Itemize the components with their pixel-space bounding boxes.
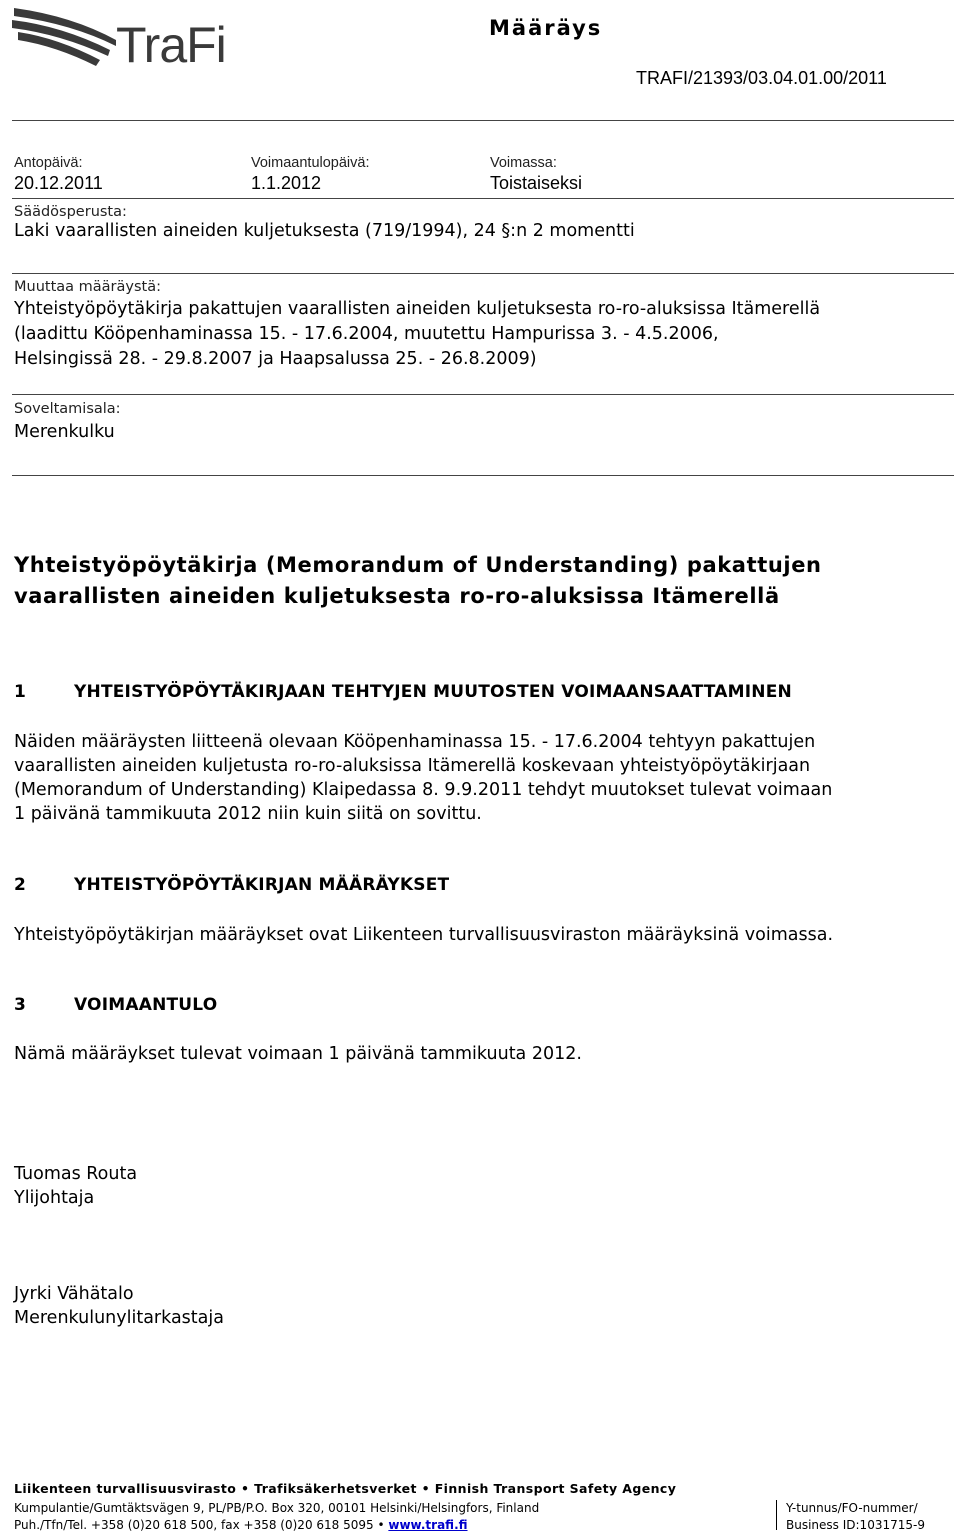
section-3-line-1: Nämä määräykset tulevat voimaan 1 päivänä tammikuuta 2012.	[14, 1044, 582, 1064]
muuttaa-line-2: (laadittu Kööpenhaminassa 15. - 17.6.2004, muutettu Hampurissa 3. - 4.5.2006,	[14, 324, 719, 344]
business-id-label: Y-tunnus/FO-nummer/	[786, 1501, 918, 1515]
antopaiva-label: Antopäivä:	[14, 155, 83, 171]
muuttaa-label: Muuttaa määräystä:	[14, 279, 161, 295]
document-title	[14, 550, 822, 612]
signature-2-title: Merenkulunylitarkastaja	[14, 1308, 224, 1328]
muuttaa-line-3: Helsingissä 28. - 29.8.2007 ja Haapsalussa 25. - 26.8.2009)	[14, 349, 537, 369]
business-id: Business ID:1031715-9	[786, 1518, 925, 1532]
saadosperusta-label: Säädösperusta:	[14, 204, 127, 220]
footer-separator	[776, 1500, 777, 1530]
website-link[interactable]: www.trafi.fi	[388, 1518, 468, 1532]
signature-1-name: Tuomas Routa	[14, 1164, 138, 1184]
signature-2-name: Jyrki Vähätalo	[14, 1284, 134, 1304]
section-2-line-1: Yhteistyöpöytäkirjan määräykset ovat Liikenteen turvallisuusviraston määräyksinä voimassa.	[14, 925, 834, 945]
signature-1-title: Ylijohtaja	[14, 1188, 95, 1208]
section-3-number: 3	[14, 995, 27, 1015]
document-type: Määräys	[489, 16, 603, 40]
section-1-heading: YHTEISTYÖPÖYTÄKIRJAAN TEHTYJEN MUUTOSTEN VOIMAANSAATTAMINEN	[74, 682, 792, 702]
footer-phone: Puh./Tfn/Tel. +358 (0)20 618 500, fax +358 (0)20 618 5095 •	[14, 1518, 385, 1532]
divider	[12, 394, 954, 395]
voimaantulo-label: Voimaantulopäivä:	[251, 155, 370, 171]
document-title-line-1: Yhteistyöpöytäkirja (Memorandum of Understanding) pakattujen	[14, 553, 822, 577]
section-3-heading: VOIMAANTULO	[74, 995, 218, 1015]
muuttaa-line-1: Yhteistyöpöytäkirja pakattujen vaarallisten aineiden kuljetuksesta ro-ro-aluksissa Itämerellä	[14, 299, 821, 319]
section-1-line-4: 1 päivänä tammikuuta 2012 niin kuin siitä on sovittu.	[14, 804, 482, 824]
divider	[12, 198, 954, 199]
footer-agency-line: Liikenteen turvallisuusvirasto • Trafiksäkerhetsverket • Finnish Transport Safety Agency	[14, 1481, 677, 1496]
trafi-logo	[12, 2, 234, 74]
section-1-line-1: Näiden määräysten liitteenä olevaan Kööpenhaminassa 15. - 17.6.2004 tehtyyn pakattujen	[14, 732, 816, 752]
footer-contact	[14, 1518, 468, 1532]
saadosperusta-value: Laki vaarallisten aineiden kuljetuksesta (719/1994), 24 §:n 2 momentti	[14, 221, 635, 241]
divider	[12, 273, 954, 274]
voimassa-value: Toistaiseksi	[490, 173, 583, 193]
footer-address: Kumpulantie/Gumtäktsvägen 9, PL/PB/P.O. Box 320, 00101 Helsinki/Helsingfors, Finland	[14, 1501, 540, 1515]
document-number: TRAFI/21393/03.04.01.00/2011	[636, 68, 887, 88]
voimassa-label: Voimassa:	[490, 155, 557, 171]
soveltamisala-value: Merenkulku	[14, 422, 115, 442]
section-1-line-3: (Memorandum of Understanding) Klaipedassa 8. 9.9.2011 tehdyt muutokset tulevat voimaan	[14, 780, 833, 800]
divider	[12, 475, 954, 476]
section-2-number: 2	[14, 875, 27, 895]
trafi-logo-text: TraFi	[116, 17, 226, 73]
soveltamisala-label: Soveltamisala:	[14, 401, 121, 417]
section-1-line-2: vaarallisten aineiden kuljetusta ro-ro-aluksissa Itämerellä koskevaan yhteistyöpöytäkirjaan	[14, 756, 811, 776]
section-2-heading: YHTEISTYÖPÖYTÄKIRJAN MÄÄRÄYKSET	[74, 875, 450, 895]
section-1-number: 1	[14, 682, 27, 702]
divider	[12, 120, 954, 121]
document-title-line-2: vaarallisten aineiden kuljetuksesta ro-ro-aluksissa Itämerellä	[14, 584, 780, 608]
antopaiva-value: 20.12.2011	[14, 173, 103, 193]
voimaantulo-value: 1.1.2012	[251, 173, 322, 193]
